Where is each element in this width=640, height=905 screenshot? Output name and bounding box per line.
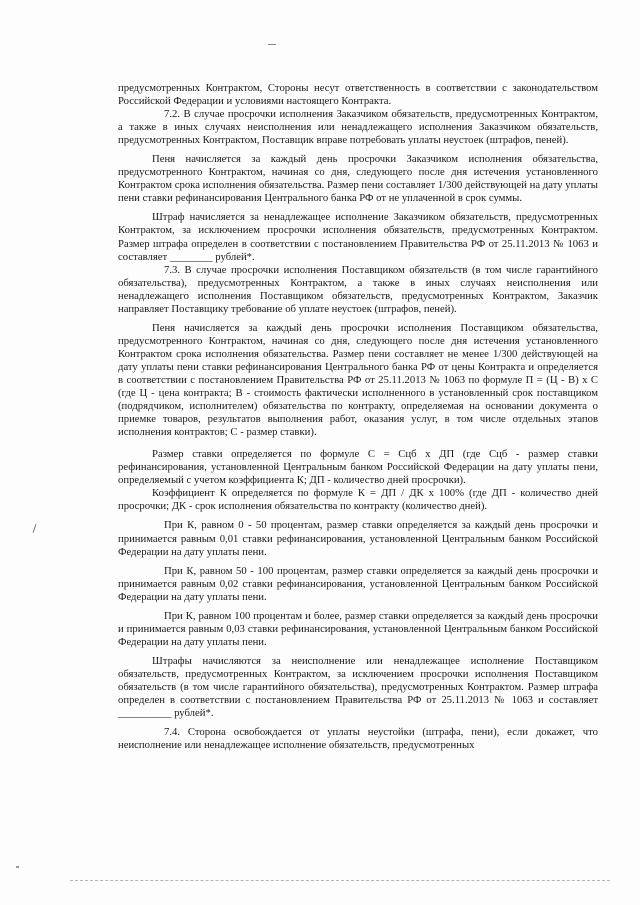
clause-7-2: 7.2. В случае просрочки исполнения Заказчиком обязательств, предусмотренных Контрактом, а также в иных случаях неисполнения или ненадлежащего исполнения Заказчиком обязательств, предусмотренных Контрактом, Поставщик вправе потребовать уплаты неустоек (штрафов, пеней).	[118, 108, 598, 147]
clause-7-4: 7.4. Сторона освобождается от уплаты неустойки (штрафа, пени), если докажет, что неисполнение или ненадлежащее исполнение обязательств, предусмотренных	[118, 726, 598, 752]
paragraph-k-50-100: При К, равном 50 - 100 процентам, размер ставки определяется за каждый день просрочки и принимается равным 0,02 ставки рефинансирования, установленной Центральным банком Российской Федерации на дату уплаты пени.	[118, 564, 598, 603]
scan-mark	[33, 524, 37, 533]
paragraph-supplier-penalty: Пеня начисляется за каждый день просрочки исполнения Поставщиком обязательства, предусмотренного Контрактом, начиная со дня, следующего после дня истечения установленного Контрактом срока исполнения обязательства. Размер пени составляет не менее 1/300 действующей на дату уплаты пени ставки рефинансирования Центрального банка РФ от цены Контракта и определяется в соответствии с постановлением Правительства РФ от 25.11.2013 № 1063 по формуле П = (Ц - В) х С (где Ц - цена контракта; В - стоимость фактически исполненного в установленный срок поставщиком (подрядчиком, исполнителем) обязательства по контракту, определяемая на основании документа о приемке товаров, результатов выполнения работ, оказания услуг, в том числе отдельных этапов исполнения контрактов; С - размер ставки).	[118, 321, 598, 439]
paragraph-k-0-50: При К, равном 0 - 50 процентам, размер ставки определяется за каждый день просрочки и принимается равным 0,01 ставки рефинансирования, установленной Центральным банком Российской Федерации на дату уплаты пени.	[118, 519, 598, 558]
paragraph-coefficient: Коэффициент К определяется по формуле К = ДП / ДК х 100% (где ДП - количество дней просрочки; ДК - срок исполнения обязательства по контракту (количество дней).	[118, 487, 598, 513]
document-body	[118, 82, 598, 752]
paragraph-k-100: При К, равном 100 процентам и более, размер ставки определяется за каждый день просрочки и принимается равным 0,03 ставки рефинансирования, установленной Центральным банком Российской Федерации на дату уплаты пени.	[118, 609, 598, 648]
paragraph-supplier-fine: Штрафы начисляются за неисполнение или ненадлежащее исполнение Поставщиком обязательств, предусмотренных Контрактом, за исключением просрочки исполнения Поставщиком обязательств (в том числе гарантийного обязательства), предусмотренных Контрактом. Размер штрафа определен в соответствии с постановлением Правительства РФ от 25.11.2013 № 1063 и составляет __________ рублей*.	[118, 654, 598, 720]
paragraph-customer-penalty: Пеня начисляется за каждый день просрочки Заказчиком исполнения обязательства, предусмотренного Контрактом, начиная со дня, следующего после дня истечения установленного Контрактом срока исполнения обязательства. Размер пени составляет 1/300 действующей на дату уплаты пени ставки рефинансирования Центрального банка РФ от не уплаченной в срок суммы.	[118, 153, 598, 205]
scan-mark	[16, 866, 19, 868]
paragraph-customer-fine: Штраф начисляется за ненадлежащее исполнение Заказчиком обязательств, предусмотренных Контрактом, за исключением просрочки исполнения обязательств, предусмотренных Контрактом. Размер штрафа определен в соответствии с постановлением Правительства РФ от 25.11.2013 № 1063 и составляет ________ рублей*.	[118, 211, 598, 263]
paragraph-rate-formula: Размер ставки определяется по формуле С = Сцб х ДП (где Сцб - размер ставки рефинансирования, установленной Центральным банком Российской Федерации на дату уплаты пени, определяемый с учетом коэффициента К; ДП - количество дней просрочки).	[118, 448, 598, 487]
scan-mark	[268, 44, 276, 45]
paragraph-continuation: предусмотренных Контрактом, Стороны несут ответственность в соответствии с законодательством Российской Федерации и условиями настоящего Контракта.	[118, 82, 598, 108]
footer-rule	[70, 880, 610, 881]
clause-7-3: 7.3. В случае просрочки исполнения Поставщиком обязательств (в том числе гарантийного обязательства), предусмотренных Контрактом, а также в иных случаях неисполнения или ненадлежащего исполнения Поставщиком обязательств, предусмотренных Контрактом, Заказчик направляет Поставщику требование об уплате неустоек (штрафов, пеней).	[118, 263, 598, 315]
